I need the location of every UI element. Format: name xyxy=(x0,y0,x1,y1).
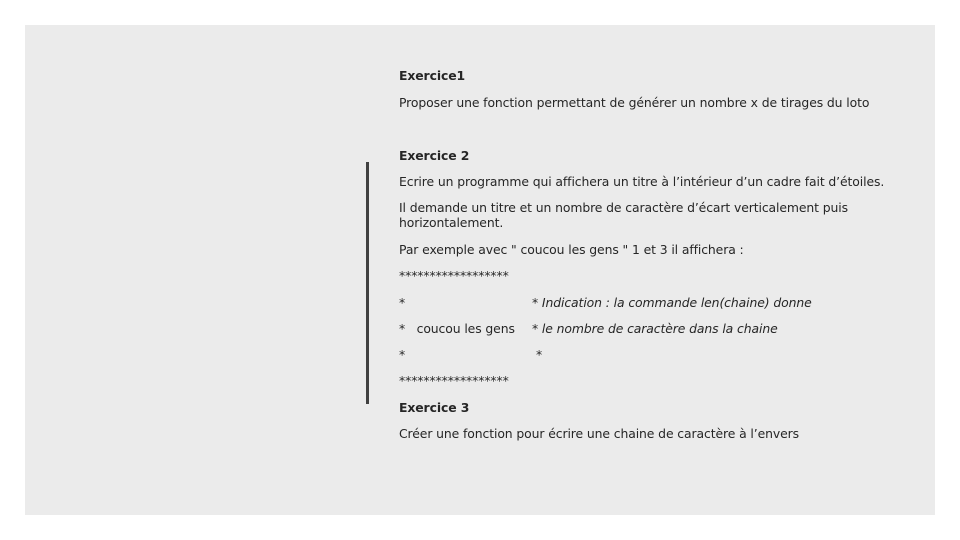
frame-row-3 xyxy=(399,347,919,362)
exercise2-line1: Ecrire un programme qui affichera un titre à l’intérieur d’un cadre fait d’étoiles. xyxy=(399,174,885,189)
frame-row-2-left: * coucou les gens xyxy=(399,321,515,336)
exercise2-line3: Par exemple avec " coucou les gens " 1 et 3 il affichera : xyxy=(399,242,744,257)
exercise3-title: Exercice 3 xyxy=(399,400,470,415)
exercise1-title: Exercice1 xyxy=(399,68,466,83)
frame-row-3-right: * xyxy=(536,347,543,362)
frame-row-1 xyxy=(399,295,919,310)
frame-row-2 xyxy=(399,321,919,336)
border-top: ****************** xyxy=(399,268,509,283)
exercise1-text: Proposer une fonction permettant de générer un nombre x de tirages du loto xyxy=(399,95,870,110)
exercise2-line2: Il demande un titre et un nombre de caractère d’écart verticalement puis horizontalement. xyxy=(399,200,848,230)
indication-line-2: * le nombre de caractère dans la chaine xyxy=(532,321,778,336)
frame-row-3-left: * xyxy=(399,347,406,362)
border-bottom: ****************** xyxy=(399,373,509,388)
exercise3-text: Créer une fonction pour écrire une chaine de caractère à l’envers xyxy=(399,426,799,441)
frame-row-1-left: * xyxy=(399,295,406,310)
exercise2-title: Exercice 2 xyxy=(399,148,470,163)
slide xyxy=(25,25,935,515)
vertical-accent-bar xyxy=(366,162,369,404)
indication-line-1: * Indication : la commande len(chaine) donne xyxy=(532,295,812,310)
